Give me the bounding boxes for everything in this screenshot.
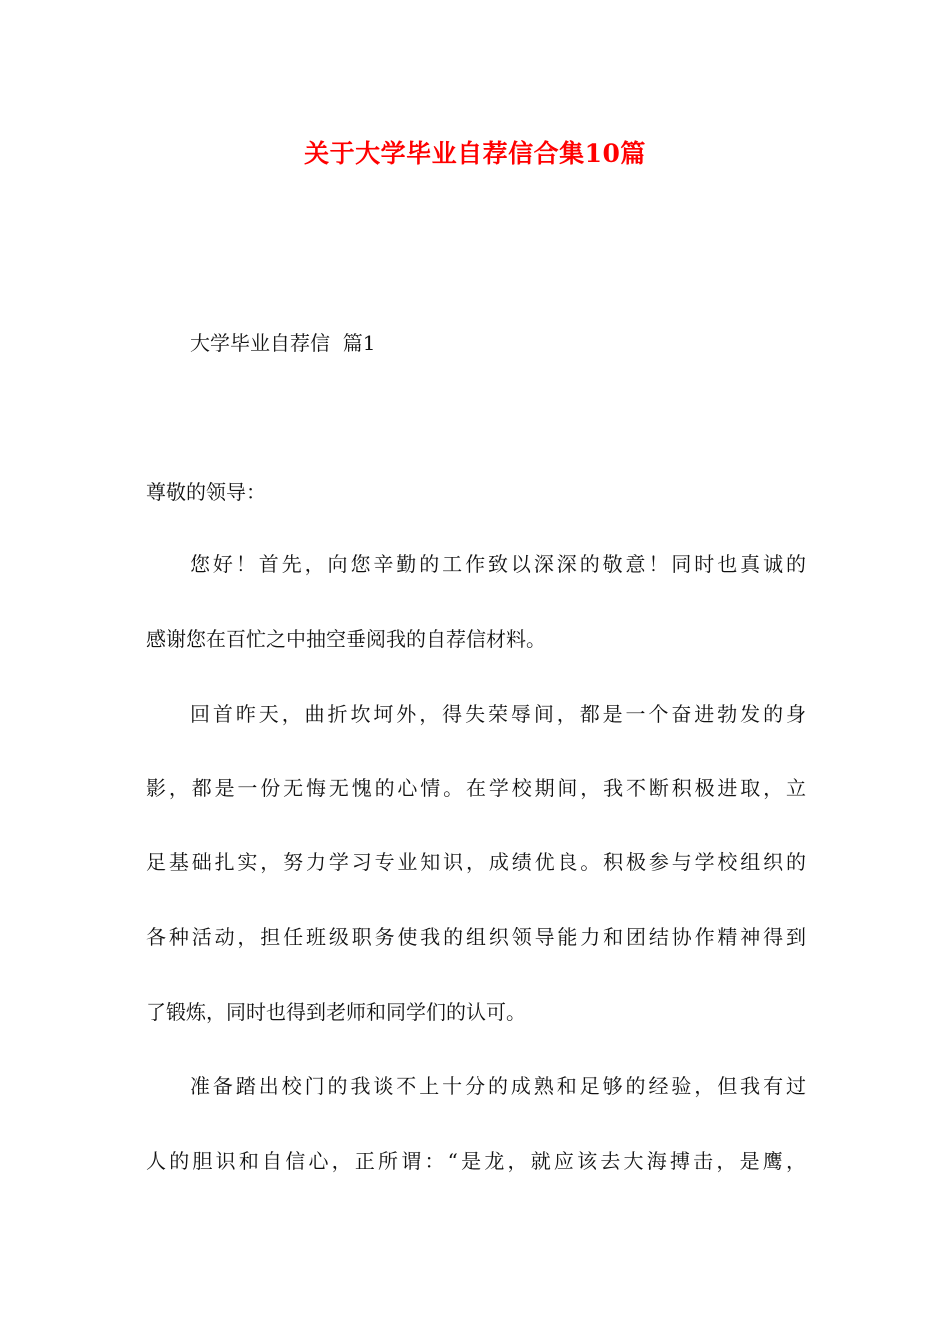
- paragraph-line: 影，都是一份无悔无愧的心情。在学校期间，我不断积极进取，立: [146, 776, 806, 800]
- paragraph-line: 各种活动，担任班级职务使我的组织领导能力和团结协作精神得到: [146, 925, 806, 949]
- paragraph-line: 人的胆识和自信心，正所谓：“是龙，就应该去大海搏击，是鹰，: [146, 1149, 806, 1173]
- paragraph-line: 您好！首先，向您辛勤的工作致以深深的敬意！同时也真诚的: [190, 552, 806, 576]
- paragraph-line: 感谢您在百忙之中抽空垂阅我的自荐信材料。: [146, 627, 546, 651]
- paragraph-line: 了锻炼，同时也得到老师和同学们的认可。: [146, 1000, 526, 1024]
- paragraph-line: 回首昨天，曲折坎坷外，得失荣辱间，都是一个奋进勃发的身: [190, 702, 806, 726]
- section-heading: 大学毕业自荐信 篇1: [190, 331, 376, 355]
- paragraph-line: 准备踏出校门的我谈不上十分的成熟和足够的经验，但我有过: [190, 1074, 806, 1098]
- document-title: 关于大学毕业自荐信合集10篇: [304, 139, 646, 168]
- salutation: 尊敬的领导：: [146, 480, 266, 504]
- paragraph-line: 足基础扎实，努力学习专业知识，成绩优良。积极参与学校组织的: [146, 850, 806, 874]
